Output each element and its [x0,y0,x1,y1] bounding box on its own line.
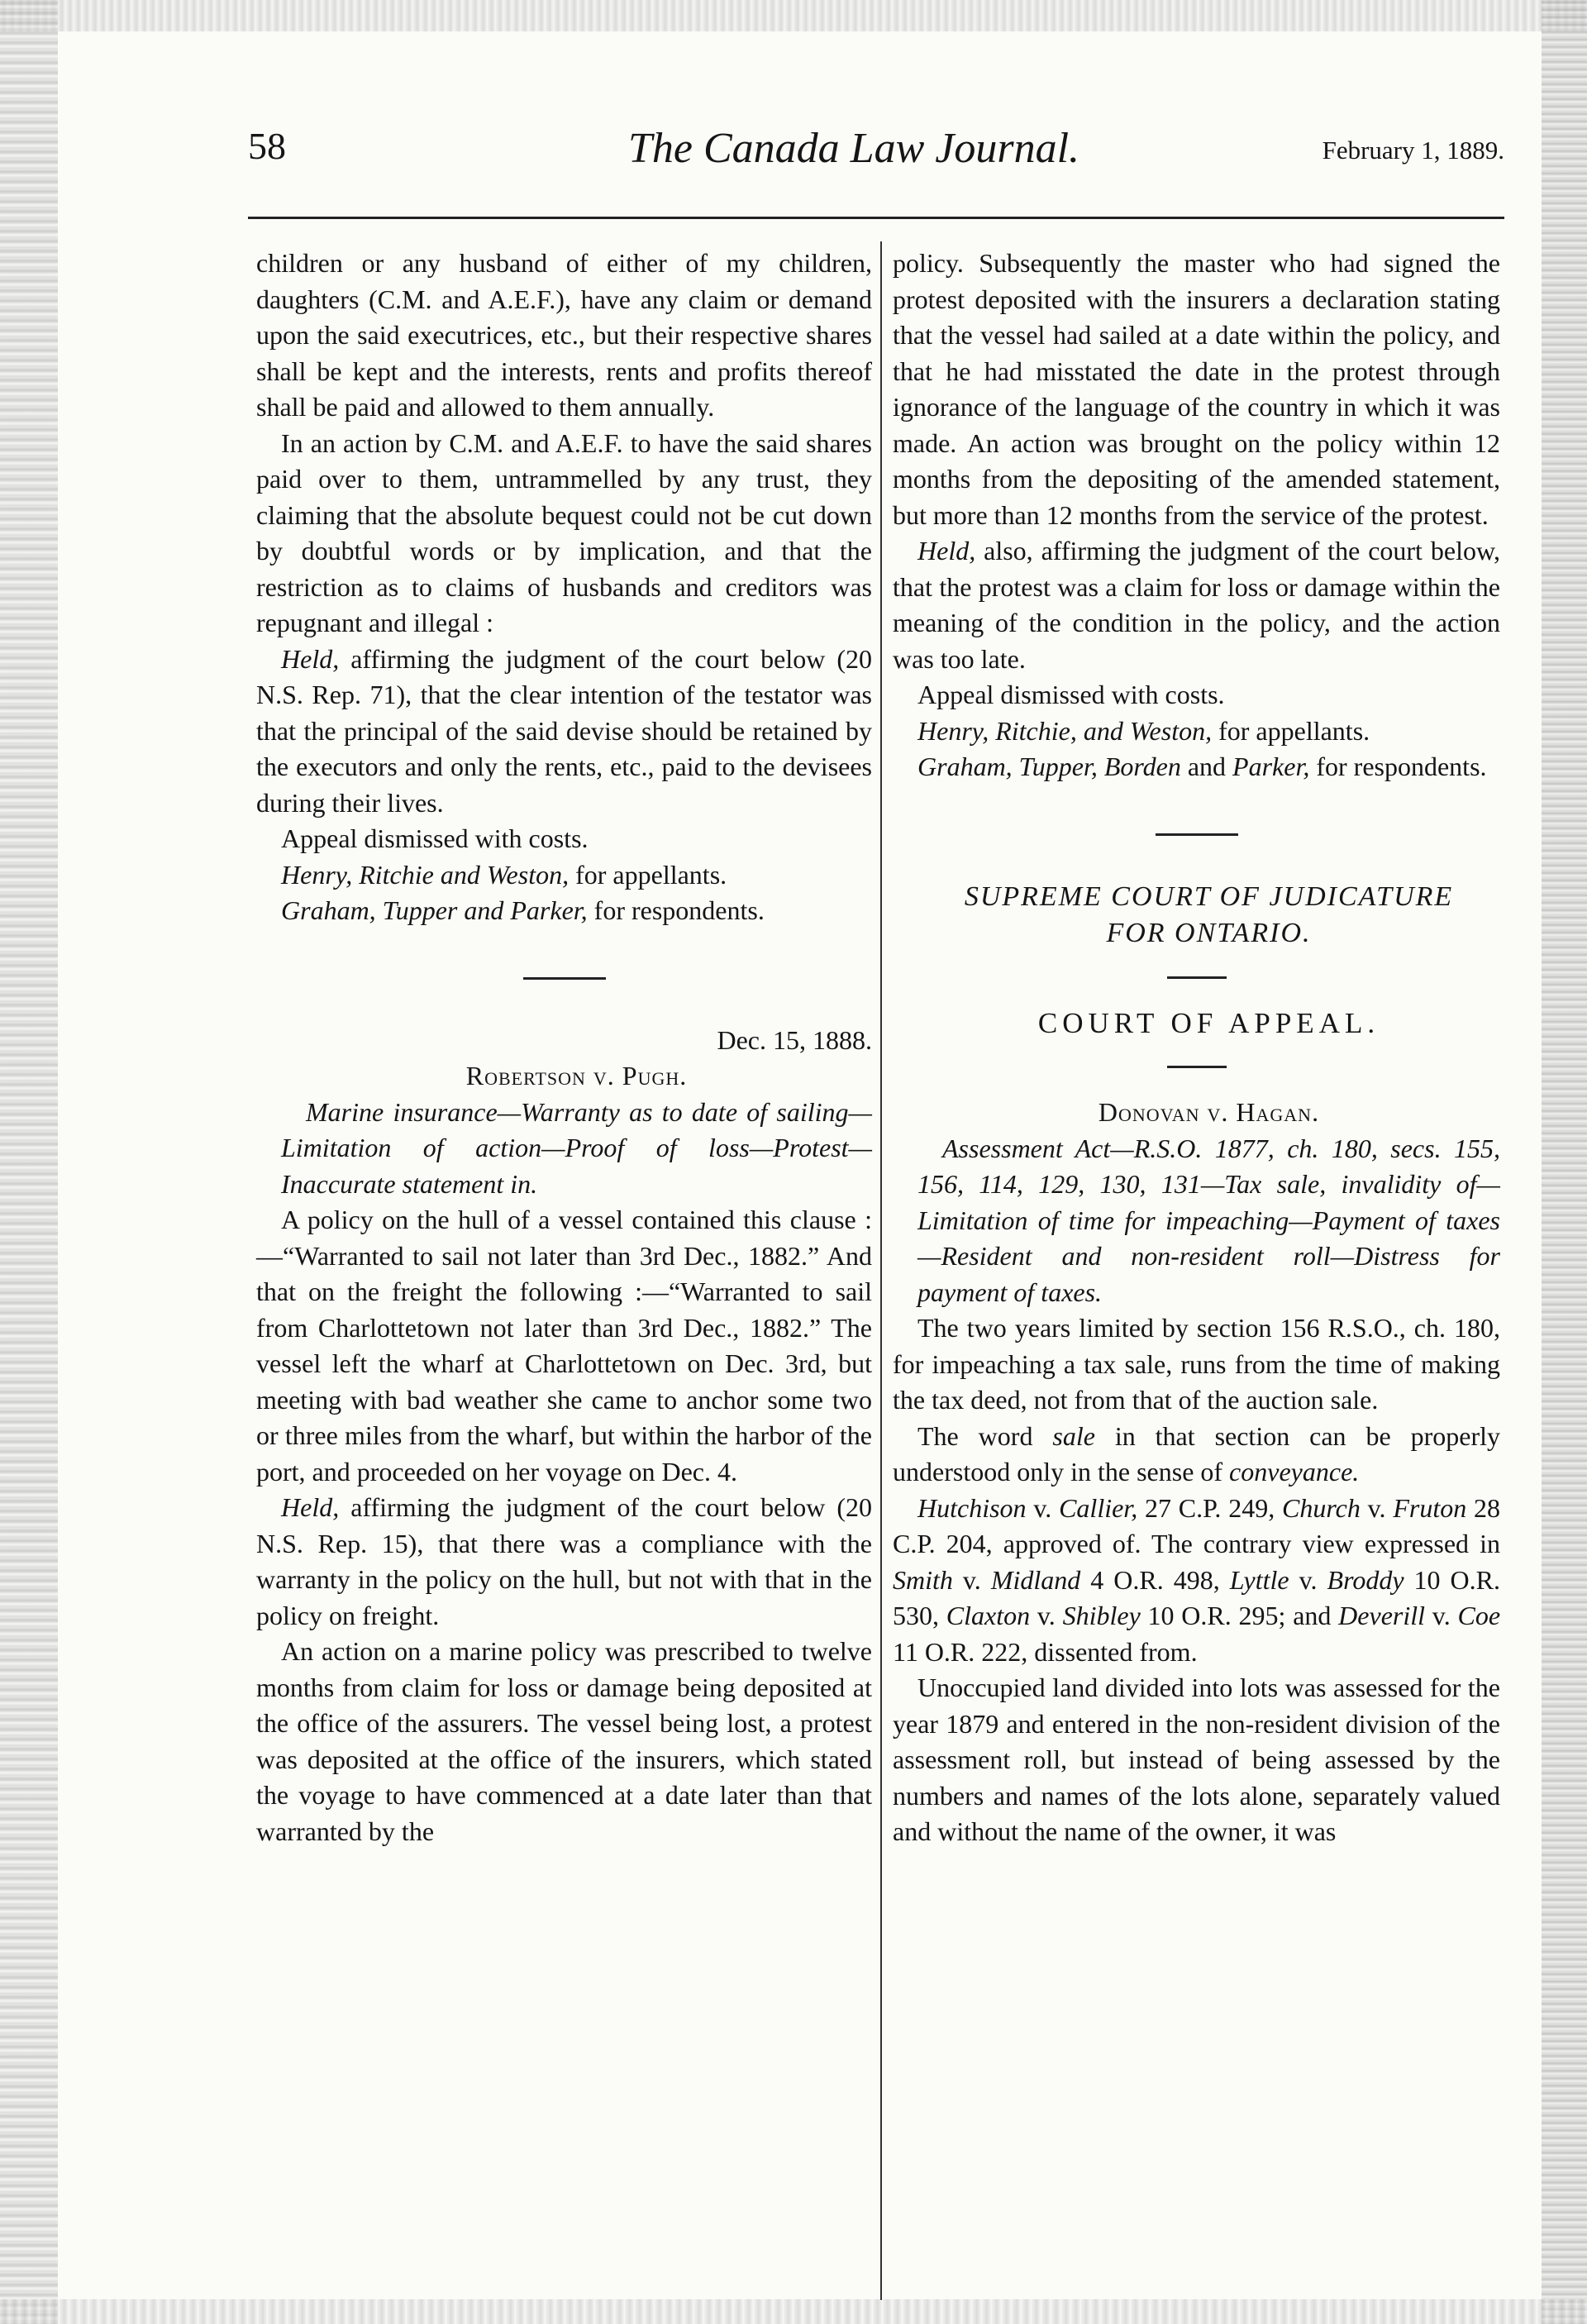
paragraph: Unoccupied land divided into lots was assessed for the year 1879 and entered in the non-resident division of the assessment roll, but instead of being assessed by the numbers and names of the lots alone, separately valued and without the name of the owner, it was [893,1673,1500,1846]
paragraph [256,642,872,822]
paragraph-text: 10 O.R. 295; and [1140,1601,1339,1630]
paragraph-text: v. [952,1564,991,1595]
case-citation: Shibley [1062,1601,1141,1630]
journal-title: The Canada Law Journal. [628,125,1080,172]
scan-edge-right [1542,0,1587,2324]
issue-date: February 1, 1889. [1322,136,1504,165]
column-divider [880,241,882,2300]
case-citation: Callier, [1059,1492,1138,1523]
disposition: Appeal dismissed with costs. [917,680,1225,709]
paragraph: The two years limited by section 156 R.S.O., ch. 180, for impeaching a tax sale, runs from the time of making the tax deed, not from that of the auction sale. [893,1313,1500,1415]
paragraph [893,533,1500,677]
court-title-line2: FOR ONTARIO. [1106,917,1312,948]
paragraph [893,1491,1500,1671]
case-citation: Coe [1457,1601,1501,1630]
scan-edge-top [0,0,1587,31]
paragraph-text: 10 O.R. 530, [893,1564,1501,1630]
counsel-names: Graham, Tupper and Parker, [281,895,588,925]
case-name: Donovan v. Hagan. [1098,1097,1320,1127]
paragraph: A policy on the hull of a vessel contained this clause :—“Warranted to sail not later than 3rd Dec., 1882.” And that on the freight the following :—“Warranted to sail from Charlottetown not later than 3rd Dec., 1882.” The vessel left the wharf at Charlottetown on Dec. 3rd, but meeting with bad weather she came to anchor some two or three miles from the wharf, but within the harbor of the port, and proceeded on her voyage on Dec. 4. [256,1205,872,1487]
page-number: 58 [248,125,286,167]
held-label: Held, [917,536,976,565]
case-citation: Church [1282,1492,1361,1523]
held-label: Held, [281,643,340,674]
counsel-appellants [256,857,872,894]
court-title: SUPREME COURT OF JUDICATURE [964,880,1454,912]
counsel-respondents [893,749,1500,785]
held-label: Held, [281,1492,340,1522]
italic-term: sale [1052,1420,1095,1451]
counsel-names: Henry, Ritchie, and Weston, [917,715,1213,746]
paragraph-text: 28 C.P. 204, approved of. The contrary view expressed in [893,1492,1501,1558]
header-rule [248,217,1504,219]
paragraph-text: 4 O.R. 498, [1080,1564,1230,1595]
headnote: Assessment Act—R.S.O. 1877, ch. 180, secs. 155, 156, 114, 129, 130, 131—Tax sale, invalidity of—Limitation of time for impeaching—Payment of taxes—Resident and non-resident roll—Distress for payment of taxes. [917,1133,1500,1307]
scan-edge-left [0,0,58,2324]
court-subtitle: COURT OF APPEAL. [1037,1006,1380,1039]
case-citation: Deverill [1338,1601,1426,1630]
paragraph: policy. Subsequently the master who had signed the protest deposited with the insurers a declaration stating that the vessel had sailed at a date within the policy, and that he had misstated the date in the protest through ignorance of the language of the country in which it was made. An action was brought on the policy within 12 months from the depositing of the amended statement, but more than 12 months from the service of the protest. [893,248,1500,530]
paragraph-text: affirming the judgment of the court below (20 N.S. Rep. 71), that the clear intention of the testator was that the principal of the said devise should be retained by the executors and only the rents, etc., paid to the devisees during their lives. [256,643,872,818]
paragraph-text: affirming the judgment of the court below (20 N.S. Rep. 15), that there was a compliance with the warranty in the policy on the hull, but not with that in the policy on freight. [256,1492,872,1630]
paragraph: In an action by C.M. and A.E.F. to have the said shares paid over to them, untrammelled by any trust, they claiming that the absolute bequest could not be cut down by doubtful words or by implication, and that the restriction as to claims of husbands and creditors was repugnant and illegal : [256,427,872,637]
paragraph: An action on a marine policy was prescribed to twelve months from claim for loss or damage being deposited at the office of the assurers. The vessel being lost, a protest was deposited at the office of the insurers, which stated the voyage to have commenced at a date later than that warranted by the [256,1636,872,1846]
paragraph-text: v. [1026,1492,1060,1523]
counsel-names: Graham, Tupper, Borden [917,752,1181,781]
paragraph-text: also, affirming the judgment of the court below, that the protest was a claim for loss or damage within the meaning of the condition in the policy, and the action was too late. [893,536,1500,674]
case-citation: Smith [893,1564,953,1595]
scan-edge-bottom [0,2299,1587,2324]
case-citation: Hutchison [917,1492,1027,1523]
headnote: Marine insurance—Warranty as to date of sailing—Limitation of action—Proof of loss—Protest—Inaccurate statement in. [281,1096,872,1199]
counsel-role: for respondents. [1309,752,1487,781]
paragraph-text: The word [917,1420,1053,1451]
right-column [893,246,1500,1850]
paragraph [256,1490,872,1634]
paragraph-text: v. [1425,1601,1458,1630]
paragraph-text: v. [1030,1601,1063,1630]
counsel-role: for respondents. [587,895,765,925]
left-column [256,246,872,1849]
counsel-names: Henry, Ritchie and Weston, [281,859,570,890]
section-separator [1167,976,1227,979]
counsel-names: Parker, [1232,752,1310,781]
case-citation: Claxton [946,1601,1031,1630]
section-separator [1156,833,1238,836]
case-citation: Broddy [1327,1564,1404,1595]
disposition: Appeal dismissed with costs. [281,823,589,853]
case-citation: Fruton [1393,1492,1467,1523]
paragraph [893,1419,1500,1491]
paragraph-text: 11 O.R. 222, dissented from. [893,1636,1198,1667]
counsel-appellants [893,713,1500,750]
counsel-role: for appellants. [569,859,727,890]
case-name: Robertson v. Pugh. [465,1061,688,1090]
paragraph: children or any husband of either of my children, daughters (C.M. and A.E.F.), have any claim or demand upon the said executrices, etc., but their respective shares shall be kept and the interests, rents and profits thereof shall be paid and allowed to them annually. [256,248,872,422]
counsel-respondents [256,893,872,929]
paragraph-text: in that section can be properly understood only in the sense of [893,1420,1501,1487]
case-citation: Lyttle [1229,1564,1289,1595]
case-date: Dec. 15, 1888. [717,1024,872,1055]
case-citation: Midland [990,1564,1081,1595]
italic-term: conveyance. [1229,1457,1360,1487]
section-separator [1167,1066,1227,1068]
paragraph-text: v. [1360,1492,1394,1523]
paragraph-text: v. [1289,1564,1327,1595]
paragraph-text: 27 C.P. 249, [1137,1492,1282,1523]
counsel-role: for appellants. [1212,715,1370,746]
section-separator [523,977,606,980]
counsel-conjunction: and [1180,752,1233,781]
running-header [248,124,1504,190]
